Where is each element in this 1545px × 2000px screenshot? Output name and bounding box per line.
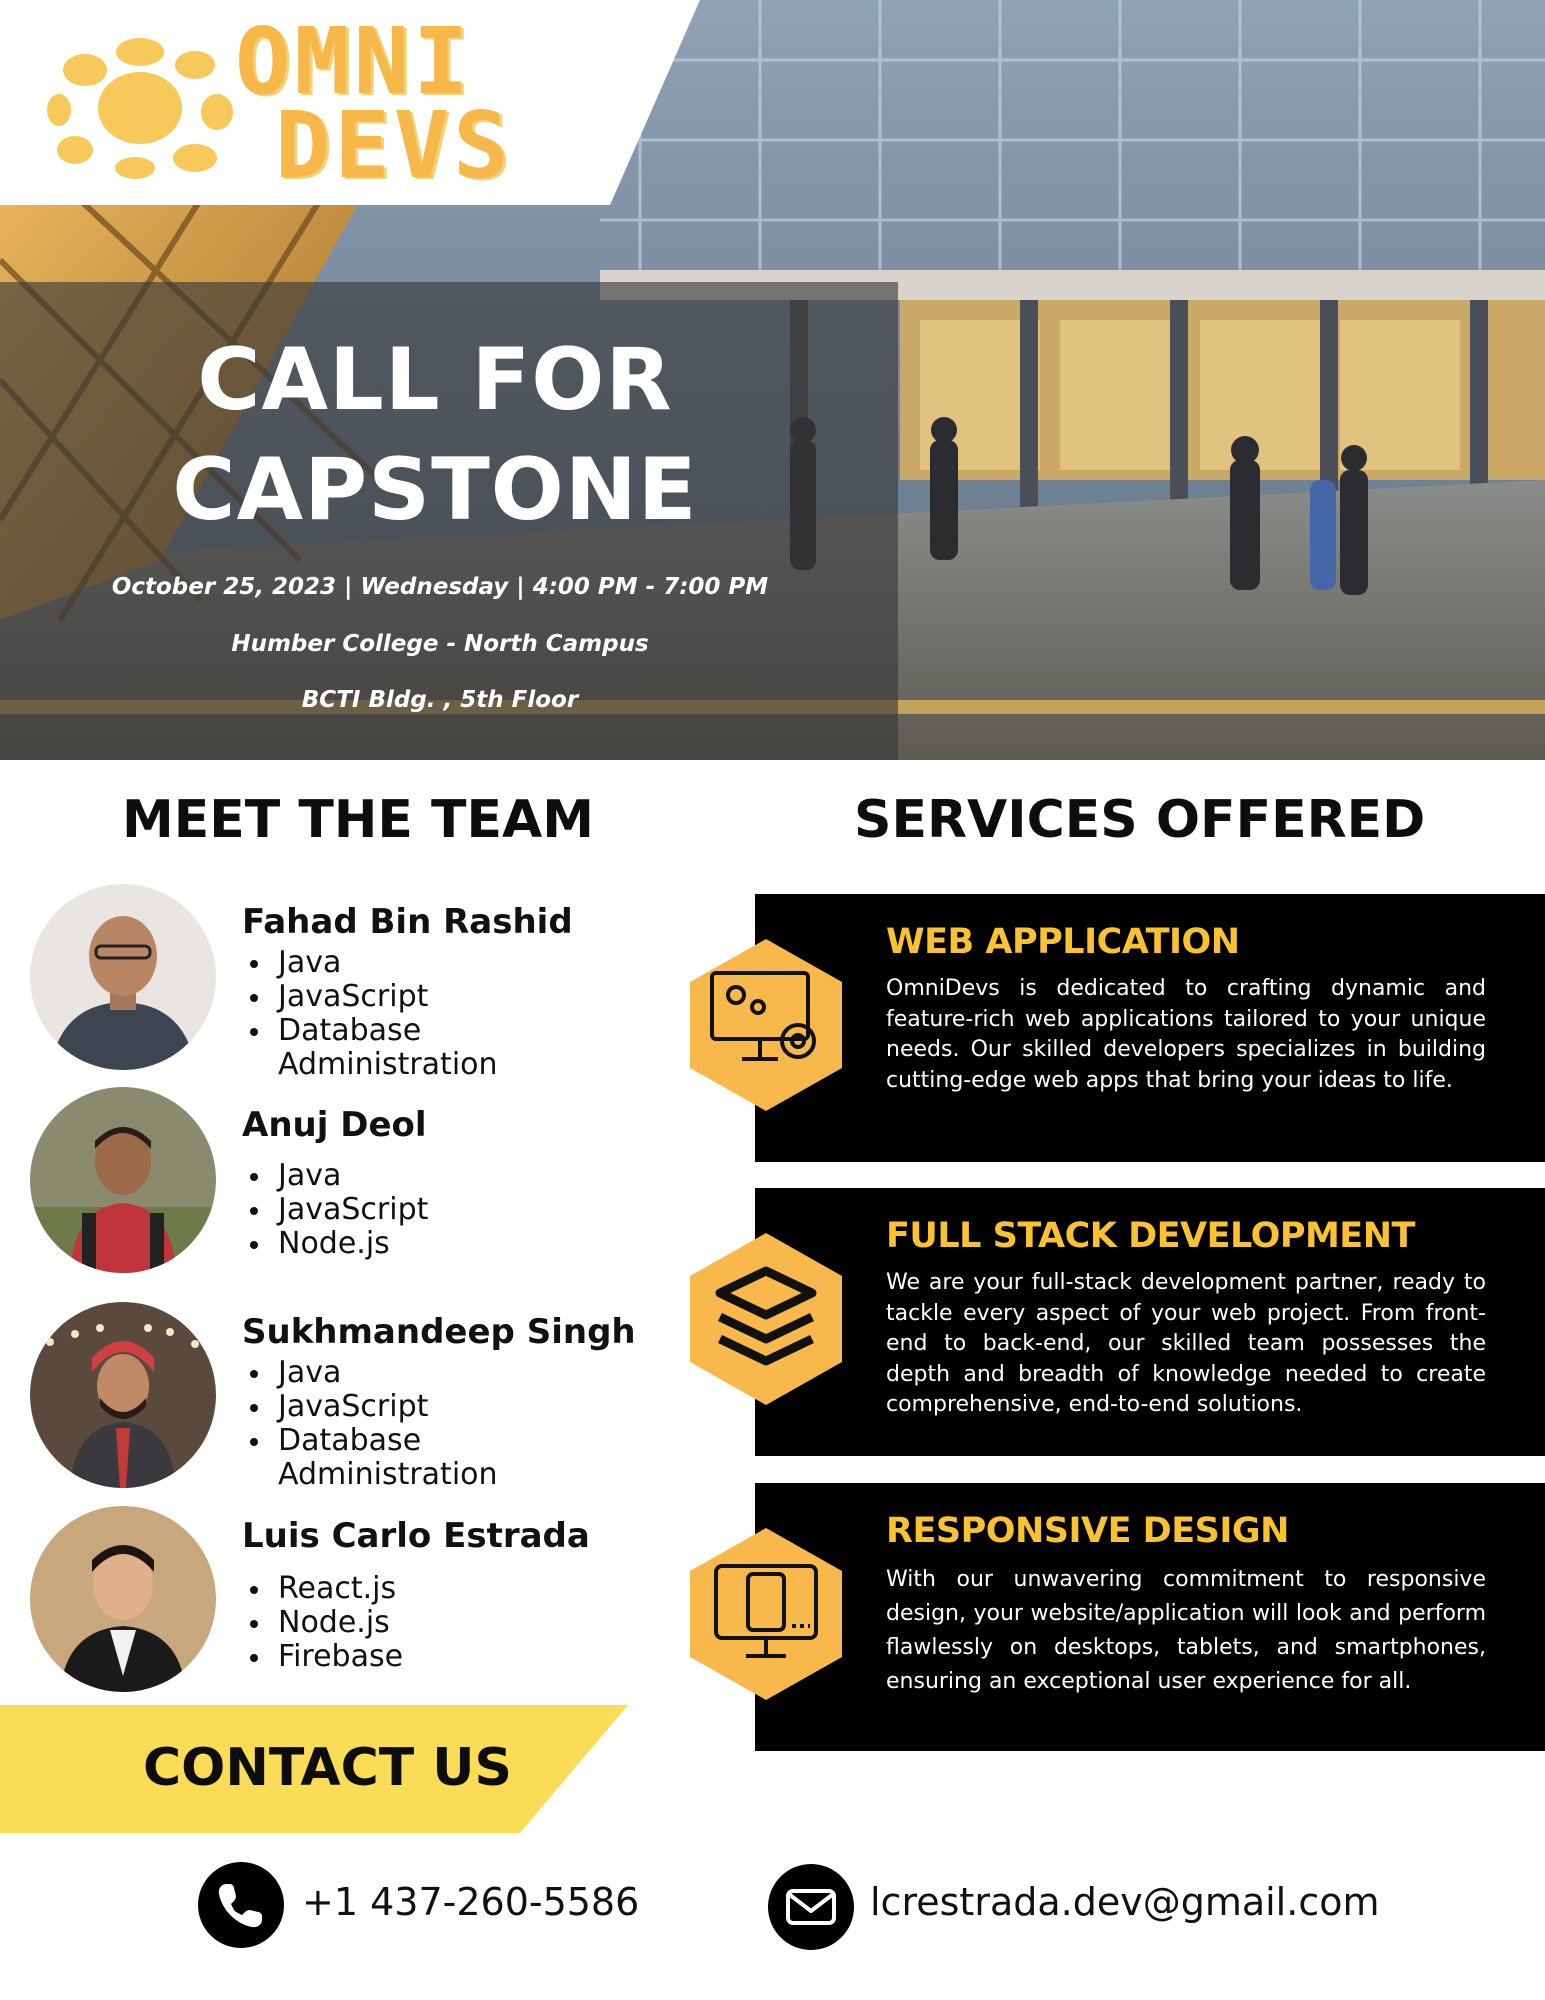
event-date: October 25, 2023 | Wednesday | 4:00 PM - 7:00 PM — [111, 574, 769, 600]
member-name: Luis Carlo Estrada — [242, 1516, 590, 1556]
skill-item: Database — [242, 1014, 498, 1048]
phone-number[interactable]: +1 437-260-5586 — [302, 1880, 640, 1924]
email-address[interactable]: lcrestrada.dev@gmail.com — [870, 1880, 1380, 1924]
member-name: Sukhmandeep Singh — [242, 1312, 636, 1352]
skill-item: Java — [242, 1356, 498, 1390]
service-description: We are your full-stack development partner, ready to tackle every aspect of your web project. From front-end to back-end, our skilled team possesses the depth and breadth of knowledge needed to create comprehensive, end-to-end solutions. — [886, 1270, 1486, 1417]
skill-item: Java — [242, 1159, 428, 1193]
skill-item: JavaScript — [242, 1193, 428, 1227]
service-full-stack — [690, 1188, 1545, 1456]
skills-list — [242, 946, 498, 1082]
sun-logo-icon — [45, 30, 235, 180]
layers-icon — [706, 1259, 826, 1379]
service-description: OmniDevs is dedicated to crafting dynamic and feature-rich web applications tailored to your unique needs. Our skilled developers specializes in building cutting-edge web apps that bring your ideas to life. — [886, 976, 1486, 1093]
skill-item-continued: Administration — [278, 1457, 498, 1492]
skill-item: Node.js — [242, 1606, 403, 1640]
services-heading: SERVICES OFFERED — [854, 790, 1426, 850]
service-description: With our unwavering commitment to responsive design, your website/application will look and perform flawlessly on desktops, tablets, and smartphones, ensuring an exceptional user experience for all. — [886, 1567, 1486, 1694]
monitor-gears-icon — [706, 965, 826, 1085]
skill-item-continued: Administration — [278, 1047, 498, 1082]
email-icon[interactable] — [768, 1864, 854, 1950]
avatar — [30, 884, 216, 1070]
avatar — [30, 1302, 216, 1488]
person-photo-icon — [30, 884, 216, 1070]
event-location: Humber College - North Campus — [231, 631, 649, 657]
team-heading: MEET THE TEAM — [122, 790, 594, 850]
skill-item: Node.js — [242, 1227, 428, 1261]
skill-item: Firebase — [242, 1640, 403, 1674]
person-photo-icon — [30, 1302, 216, 1488]
skills-list — [242, 1159, 428, 1261]
page-title — [110, 325, 760, 545]
skill-item: React.js — [242, 1572, 403, 1606]
skills-list — [242, 1356, 498, 1492]
brand-line-1: OMNI — [235, 8, 473, 115]
avatar — [30, 1087, 216, 1273]
skill-item: JavaScript — [242, 980, 498, 1014]
avatar — [30, 1506, 216, 1692]
title-line-2: CAPSTONE — [172, 440, 698, 540]
service-web-application — [690, 894, 1545, 1162]
service-title: FULL STACK DEVELOPMENT — [886, 1216, 1415, 1256]
skill-item: JavaScript — [242, 1390, 498, 1424]
brand-logo-text — [235, 8, 565, 199]
skill-item: Database — [242, 1424, 498, 1458]
person-photo-icon — [30, 1506, 216, 1692]
person-photo-icon — [30, 1087, 216, 1273]
member-name: Fahad Bin Rashid — [242, 902, 573, 942]
service-responsive-design — [690, 1483, 1545, 1751]
service-title: RESPONSIVE DESIGN — [886, 1511, 1289, 1551]
event-building: BCTI Bldg. , 5th Floor — [301, 687, 579, 713]
phone-icon[interactable] — [198, 1862, 284, 1948]
skills-list — [242, 1572, 403, 1674]
hero-section — [0, 0, 1545, 760]
brand-line-2: DEVS — [275, 92, 513, 199]
monitor-phone-icon — [706, 1554, 826, 1674]
member-name: Anuj Deol — [242, 1105, 427, 1145]
contact-heading: CONTACT US — [143, 1738, 512, 1798]
skill-item: Java — [242, 946, 498, 980]
service-title: WEB APPLICATION — [886, 922, 1240, 962]
title-line-1: CALL FOR — [197, 330, 673, 430]
